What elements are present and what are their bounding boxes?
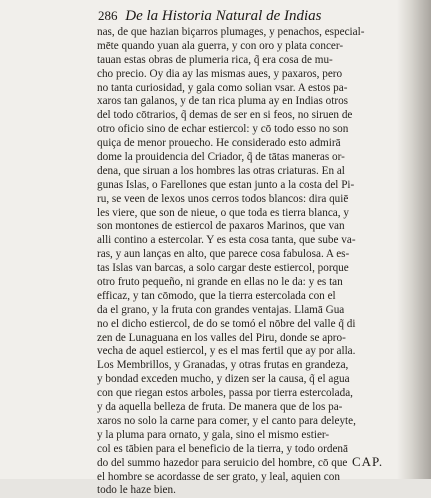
text-line: alli contino a estercolar. Y es esta cosa tanta, que sube va-: [97, 234, 356, 247]
text-line: y la pluma para ornato, y gala, sino el mismo estier-: [97, 428, 330, 441]
text-line: ras, y aun lanças en alto, que parece cosa fabulosa. A es-: [97, 248, 350, 261]
text-line: y bondad exceden mucho, y dizen ser la causa, q̃ el agua: [97, 373, 350, 386]
text-line: xaros no solo la carne para comer, y el canto para deleyte,: [97, 414, 356, 427]
running-title: De la Historia Natural de Indias: [125, 8, 322, 24]
text-line: otro oficio sino de echar estiercol: y cō todo esso no son: [97, 123, 349, 136]
text-line: do del summo hazedor para seruicio del hombre, cō que: [97, 456, 348, 469]
text-line: xaros tan galanos, y de tan rica pluma ay en Indias otros: [97, 95, 349, 108]
text-line: no tanta curiosidad, y gala como solian vsar. A estos pa-: [97, 81, 348, 94]
text-line: no el dicho estiercol, de do se tomó el nōbre del valle q̃ di: [97, 317, 356, 330]
catchword: CAP.: [352, 454, 384, 469]
text-line: dome la prouidencia del Criador, q̃ de tātas maneras or-: [97, 151, 345, 164]
text-line: efficaz, y tan cōmodo, que la tierra estercolada con el: [97, 289, 336, 302]
text-line: nas, de que hazian biçarros plumages, y penachos, especial-: [97, 26, 365, 38]
text-line: gunas Islas, o Farellones que estan junto a la costa del Pi-: [97, 178, 355, 191]
text-line: les viere, que son de nieue, o que toda es tierra blanca, y: [97, 206, 349, 219]
text-line: y da aquella belleza de fruta. De manera que de los pa-: [97, 401, 343, 414]
page-number: 286: [98, 8, 118, 23]
text-line: el hombre se acordasse de ser grato, y leal, aquien con: [97, 470, 340, 483]
text-line: quiça de menor prouecho. He considerado esto admirā: [97, 137, 341, 150]
text-line: dena, que siruan a los hombres las otras criaturas. En al: [97, 164, 345, 177]
text-line: con que riegan estos arboles, passa por tierra estercolada,: [97, 387, 353, 400]
text-line: cho precio. Oy dia ay las mismas aues, y paxaros, pero: [97, 67, 343, 80]
running-header: [98, 8, 408, 24]
text-line: col es tābien para el beneficio de la tierra, y todo ordenā: [97, 442, 348, 455]
text-line: tas Islas van barcas, a solo cargar deste estiercol, porque: [97, 262, 349, 275]
text-line: otro fruto pequeño, ni grande en ellas no le da: y es tan: [97, 276, 343, 289]
text-line: tauan estas obras de plumeria rica, q̃ era cosa de mu-: [97, 53, 333, 66]
text-line: da el grano, y la fruta con grandes ventajas. Llamā Gua: [97, 303, 345, 316]
text-line: del todo cōtrarios, q̃ demas de ser en si feos, no siruen de: [97, 109, 353, 122]
text-line: todo le haze bien.: [97, 484, 176, 497]
text-line: ru, se veen de lexos unos cerros todos blancos: dira quiē: [97, 192, 349, 205]
body-text: [97, 26, 397, 498]
text-line: vecha de aquel estiercol, y es el mas fertil que ay por alla.: [97, 345, 356, 358]
page-gutter-shadow: [397, 0, 431, 479]
text-line: mēte quando yuan ala guerra, y con oro y plata concer-: [97, 39, 344, 52]
text-line: Los Membrillos, y Granadas, y otras frutas en grandeza,: [97, 359, 349, 372]
text-line: son montones de estiercol de paxaros Marinos, que van: [97, 220, 345, 233]
text-line: zen de Lunaguana en los valles del Piru, donde se apro-: [97, 331, 346, 344]
